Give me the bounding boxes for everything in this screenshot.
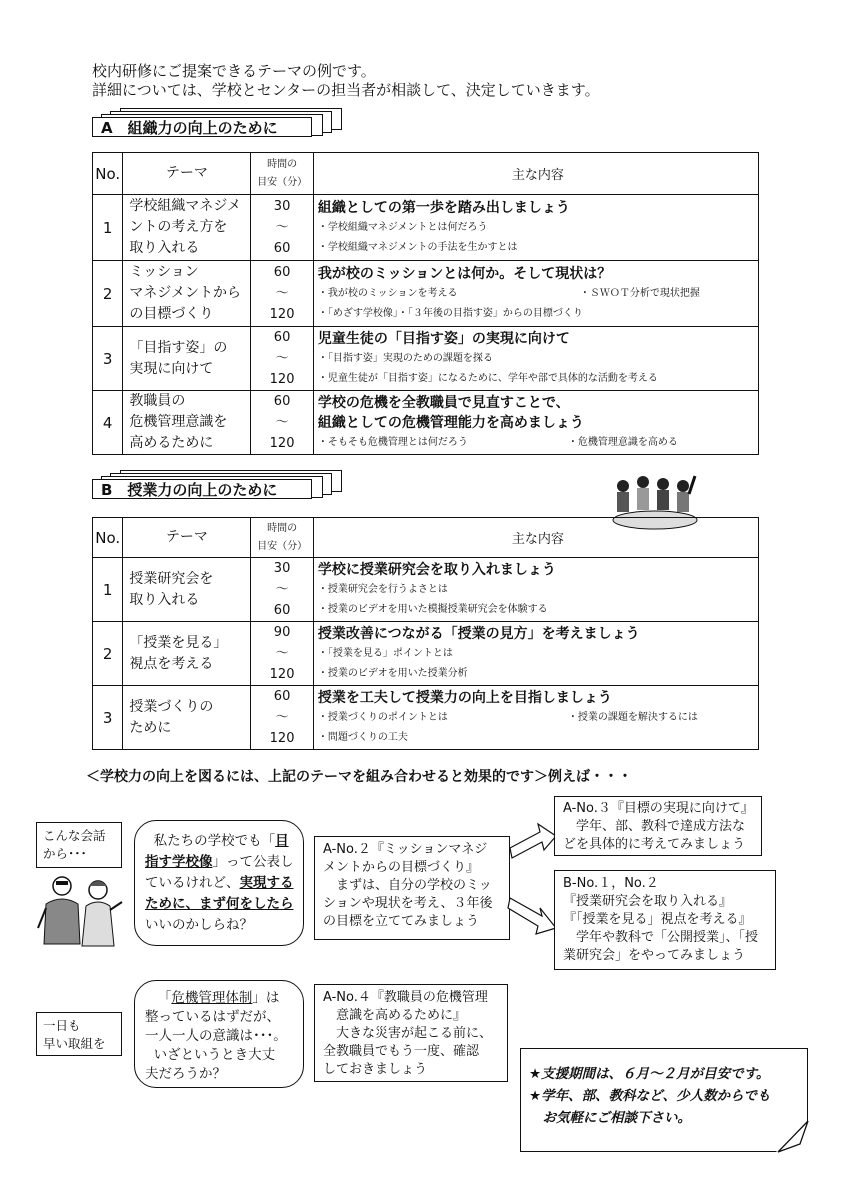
content-title: 児童生徒の「目指す姿」の実現に向けて bbox=[317, 330, 570, 347]
content-title: 学校に授業研究会を取り入れましょう bbox=[317, 561, 556, 578]
section-b-label: B 授業力の向上のために bbox=[92, 479, 312, 499]
content-item: ・そもそも危機管理とは何だろう bbox=[317, 436, 468, 448]
header-content: 主な内容 bbox=[313, 153, 758, 195]
arrow-right-icon bbox=[506, 818, 558, 950]
row-no: 1 bbox=[93, 195, 123, 261]
row-content bbox=[313, 195, 758, 261]
table-row bbox=[93, 622, 759, 686]
content-item: ・危機管理意識を高める bbox=[567, 436, 678, 448]
content-item: ・「授業を見る」ポイントとは bbox=[317, 647, 453, 659]
section-b-tab bbox=[92, 470, 317, 499]
content-item: ・「めざす学校像」・「３年後の目指す姿」からの目標づくり bbox=[317, 307, 583, 319]
content-title: 組織としての第一歩を踏み出しましょう bbox=[317, 199, 570, 216]
box-a2-mission: A-No.２『ミッションマネジ メントからの目標づくり』 まずは、自分の学校のミッ ションや現状を考え、３年後 の目標を立ててみましょう bbox=[314, 836, 510, 940]
content-item: ・ＳＷＯＴ分析で現状把握 bbox=[579, 287, 700, 299]
content-item: ・学校組織マネジメントとは何だろう bbox=[317, 221, 488, 233]
content-title: 学校の危機を全教職員で見直すことで、 bbox=[317, 394, 570, 411]
row-time: 30 ～ 60 bbox=[251, 195, 314, 261]
table-row bbox=[93, 327, 759, 391]
content-title: 我が校のミッションとは何か。そして現状は？ bbox=[317, 265, 612, 282]
row-content bbox=[313, 622, 758, 686]
content-item: ・授業のビデオを用いた授業分析 bbox=[317, 667, 468, 679]
content-item: ・児童生徒が「目指す姿」になるために、学年や部で具体的な活動を考える bbox=[317, 372, 658, 384]
content-item: ・問題づくりの工夫 bbox=[317, 731, 408, 743]
section-a-tab bbox=[92, 108, 317, 137]
table-row bbox=[93, 558, 759, 622]
table-organization bbox=[92, 152, 759, 455]
header-time: 時間の 目安（分） bbox=[251, 518, 314, 558]
row-content bbox=[313, 391, 758, 455]
header-no: No. bbox=[93, 153, 123, 195]
content-item: ・「目指す姿」実現のための課題を探る bbox=[317, 352, 493, 364]
row-time: 60 ～ 120 bbox=[251, 391, 314, 455]
early-action-label: 一日も 早い取組を bbox=[36, 1012, 122, 1056]
row-content bbox=[313, 327, 758, 391]
row-theme: 授業づくりの ために bbox=[123, 686, 251, 750]
content-item: ・授業づくりのポイントとは bbox=[317, 711, 448, 723]
row-no: 3 bbox=[93, 686, 123, 750]
support-note: ★支援期間は、６月～２月が目安です。 ★学年、部、教科など、少人数からでも お気軽にご相談下さい。 bbox=[520, 1048, 808, 1152]
row-content bbox=[313, 261, 758, 327]
header-theme: テーマ bbox=[123, 153, 251, 195]
row-theme: 教職員の 危機管理意識を 高めるために bbox=[123, 391, 251, 455]
table-row bbox=[93, 686, 759, 750]
box-a4-risk: A-No.４『教職員の危機管理 意識を高めるために』 大きな災害が起こる前に、 全教職員でもう一度、確認 しておきましょう bbox=[314, 984, 508, 1082]
row-theme: 学校組織マネジメ ントの考え方を 取り入れる bbox=[123, 195, 251, 261]
row-content bbox=[313, 558, 758, 622]
row-theme: 「授業を見る」 視点を考える bbox=[123, 622, 251, 686]
intro-line-2: 詳細については、学校とセンターの担当者が相談して、決定していきます。 bbox=[92, 81, 600, 99]
content-item: ・授業の課題を解決するには bbox=[567, 711, 698, 723]
box-b12-lesson: B-No.１，No.２ 『授業研究会を取り入れる』 『「授業を見る」視点を考える』 学年や教科で「公開授業」、「授 業研究会」をやってみましょう bbox=[554, 870, 776, 970]
content-title: 授業改善につながる「授業の見方」を考えましょう bbox=[317, 625, 640, 642]
combination-heading: ＜学校力の向上を図るには、上記のテーマを組み合わせると効果的です＞例えば・・・ bbox=[86, 769, 632, 785]
table-lessons bbox=[92, 517, 759, 750]
speech-bubble-risk: 「危機管理体制」は 整っているはずだが、 一人一人の意識は･･･。 いざというとき大丈 夫だろうか？ bbox=[134, 980, 304, 1088]
content-item: ・授業のビデオを用いた模擬授業研究会を体験する bbox=[317, 603, 548, 615]
row-time: 60 ～ 120 bbox=[251, 686, 314, 750]
table-row bbox=[93, 195, 759, 261]
row-no: 3 bbox=[93, 327, 123, 391]
row-time: 60 ～ 120 bbox=[251, 261, 314, 327]
content-title: 授業を工夫して授業力の向上を目指しましょう bbox=[317, 689, 612, 706]
row-no: 2 bbox=[93, 622, 123, 686]
header-no: No. bbox=[93, 518, 123, 558]
row-theme: 授業研究会を 取り入れる bbox=[123, 558, 251, 622]
table-row bbox=[93, 391, 759, 455]
content-item: ・我が校のミッションを考える bbox=[317, 287, 458, 299]
row-theme: ミッション マネジメントから の目標づくり bbox=[123, 261, 251, 327]
row-no: 4 bbox=[93, 391, 123, 455]
table-row bbox=[93, 261, 759, 327]
content-item: ・授業研究会を行うよさとは bbox=[317, 583, 448, 595]
header-content: 主な内容 bbox=[313, 518, 758, 558]
row-time: 90 ～ 120 bbox=[251, 622, 314, 686]
row-time: 60 ～ 120 bbox=[251, 327, 314, 391]
header-time: 時間の 目安（分） bbox=[251, 153, 314, 195]
row-no: 2 bbox=[93, 261, 123, 327]
section-a-label: A 組織力の向上のために bbox=[92, 117, 312, 137]
header-theme: テーマ bbox=[123, 518, 251, 558]
content-item: ・学校組織マネジメントの手法を生かすとは bbox=[317, 241, 518, 253]
conversation-label: こんな会話 から･･･ bbox=[36, 822, 122, 868]
row-theme: 「目指す姿」の 実現に向けて bbox=[123, 327, 251, 391]
people-illustration bbox=[36, 872, 128, 952]
intro-text bbox=[92, 62, 600, 100]
row-content bbox=[313, 686, 758, 750]
box-a3-goal: A-No.３『目標の実現に向けて』 学年、部、教科で達成方法な どを具体的に考えてみましょう bbox=[554, 796, 762, 856]
row-no: 1 bbox=[93, 558, 123, 622]
row-time: 30 ～ 60 bbox=[251, 558, 314, 622]
folded-corner-icon bbox=[776, 1120, 810, 1154]
intro-line-1: 校内研修にご提案できるテーマの例です。 bbox=[92, 62, 376, 80]
content-title: 組織としての危機管理能力を高めましょう bbox=[317, 414, 584, 431]
speech-bubble-school-vision: 私たちの学校でも「目 指す学校像」って公表し ているけれど、実現する ために、まず何をしたら いいのかしらね？ bbox=[134, 820, 304, 946]
